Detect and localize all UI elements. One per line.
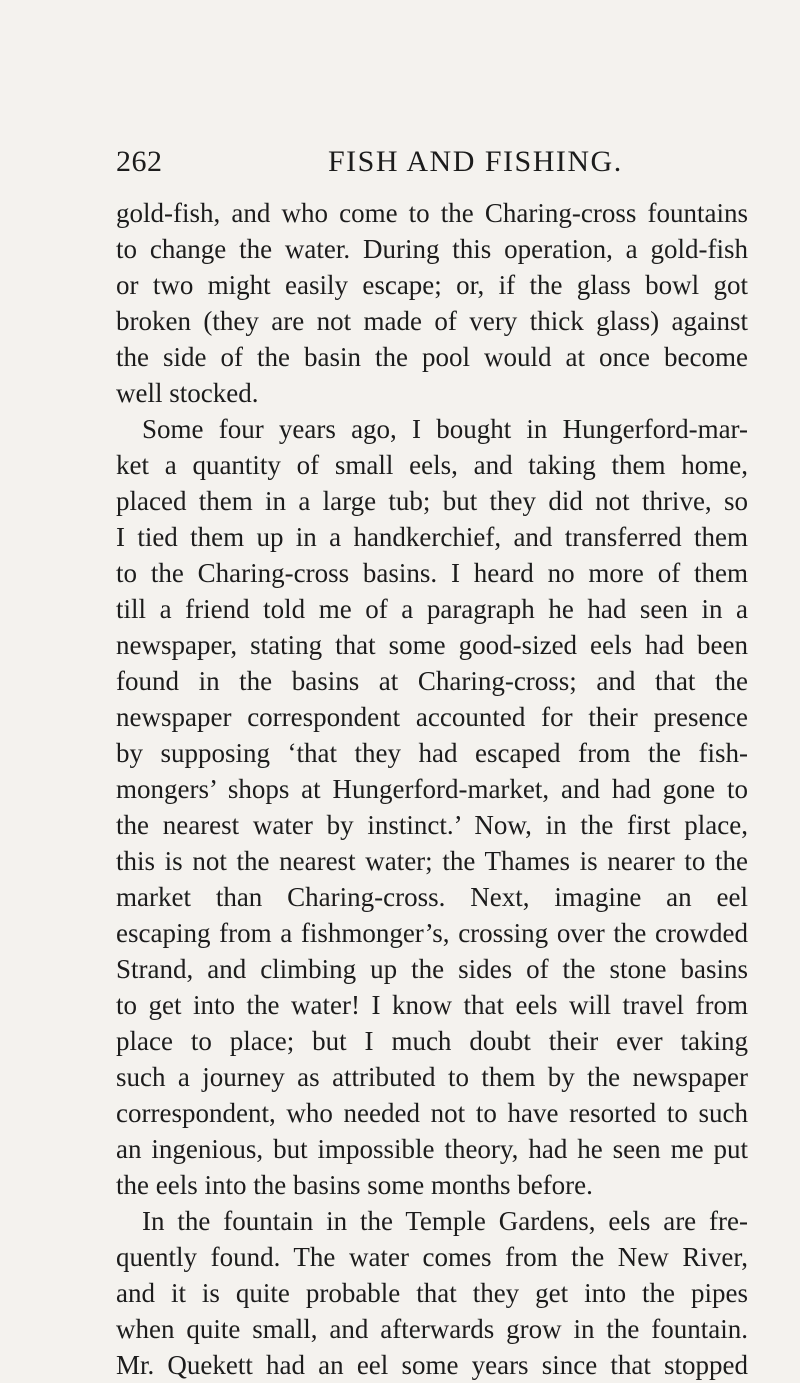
paragraph-first-line: Some four years ago, I bought in Hungerford-mar- <box>142 414 748 444</box>
text-line: correspondent, who needed not to have resorted to such <box>116 1098 748 1128</box>
text-line: gold-fish, and who come to the Charing-cross fountains <box>116 198 748 228</box>
text-line: to the Charing-cross basins. I heard no more of them <box>116 558 748 588</box>
text-line: I tied them up in a handkerchief, and transferred them <box>116 522 748 552</box>
text-line: and it is quite probable that they get into the pipes <box>116 1278 748 1308</box>
text-line: Mr. Quekett had an eel some years since that stopped <box>116 1350 748 1380</box>
text-line: mongers’ shops at Hungerford-market, and had gone to <box>116 774 748 804</box>
text-line: quently found. The water comes from the New River, <box>116 1242 748 1272</box>
page-number: 262 <box>116 145 163 178</box>
running-head <box>116 142 748 182</box>
text-line: an ingenious, but impossible theory, had he seen me put <box>116 1134 748 1164</box>
text-line: escaping from a fishmonger’s, crossing over the crowded <box>116 918 748 948</box>
text-line: ket a quantity of small eels, and taking them home, <box>116 450 748 480</box>
text-line: to change the water. During this operation, a gold-fish <box>116 234 748 264</box>
text-line: till a friend told me of a paragraph he had seen in a <box>116 594 748 624</box>
text-line: or two might easily escape; or, if the glass bowl got <box>116 270 748 300</box>
text-line: such a journey as attributed to them by the newspaper <box>116 1062 748 1092</box>
text-line: place to place; but I much doubt their ever taking <box>116 1026 748 1056</box>
running-title: FISH AND FISHING. <box>328 145 623 178</box>
text-line: broken (they are not made of very thick glass) against <box>116 306 748 336</box>
body-text <box>116 195 748 1383</box>
text-line: newspaper correspondent accounted for their presence <box>116 702 748 732</box>
paragraph-end-line: well stocked. <box>116 378 259 408</box>
text-line: Strand, and climbing up the sides of the stone basins <box>116 954 748 984</box>
text-line: placed them in a large tub; but they did not thrive, so <box>116 486 748 516</box>
text-line: the nearest water by instinct.’ Now, in the first place, <box>116 810 748 840</box>
text-line: when quite small, and afterwards grow in the fountain. <box>116 1314 748 1344</box>
paragraph-first-line: In the fountain in the Temple Gardens, eels are fre- <box>142 1206 748 1236</box>
text-line: found in the basins at Charing-cross; and that the <box>116 666 748 696</box>
text-line: this is not the nearest water; the Thames is nearer to the <box>116 846 748 876</box>
text-line: to get into the water! I know that eels will travel from <box>116 990 748 1020</box>
text-line: the side of the basin the pool would at once become <box>116 342 748 372</box>
text-line: market than Charing-cross. Next, imagine an eel <box>116 882 748 912</box>
paragraph-end-line: the eels into the basins some months before. <box>116 1170 593 1200</box>
text-line: newspaper, stating that some good-sized eels had been <box>116 630 748 660</box>
text-line: by supposing ‘that they had escaped from the fish- <box>116 738 748 768</box>
